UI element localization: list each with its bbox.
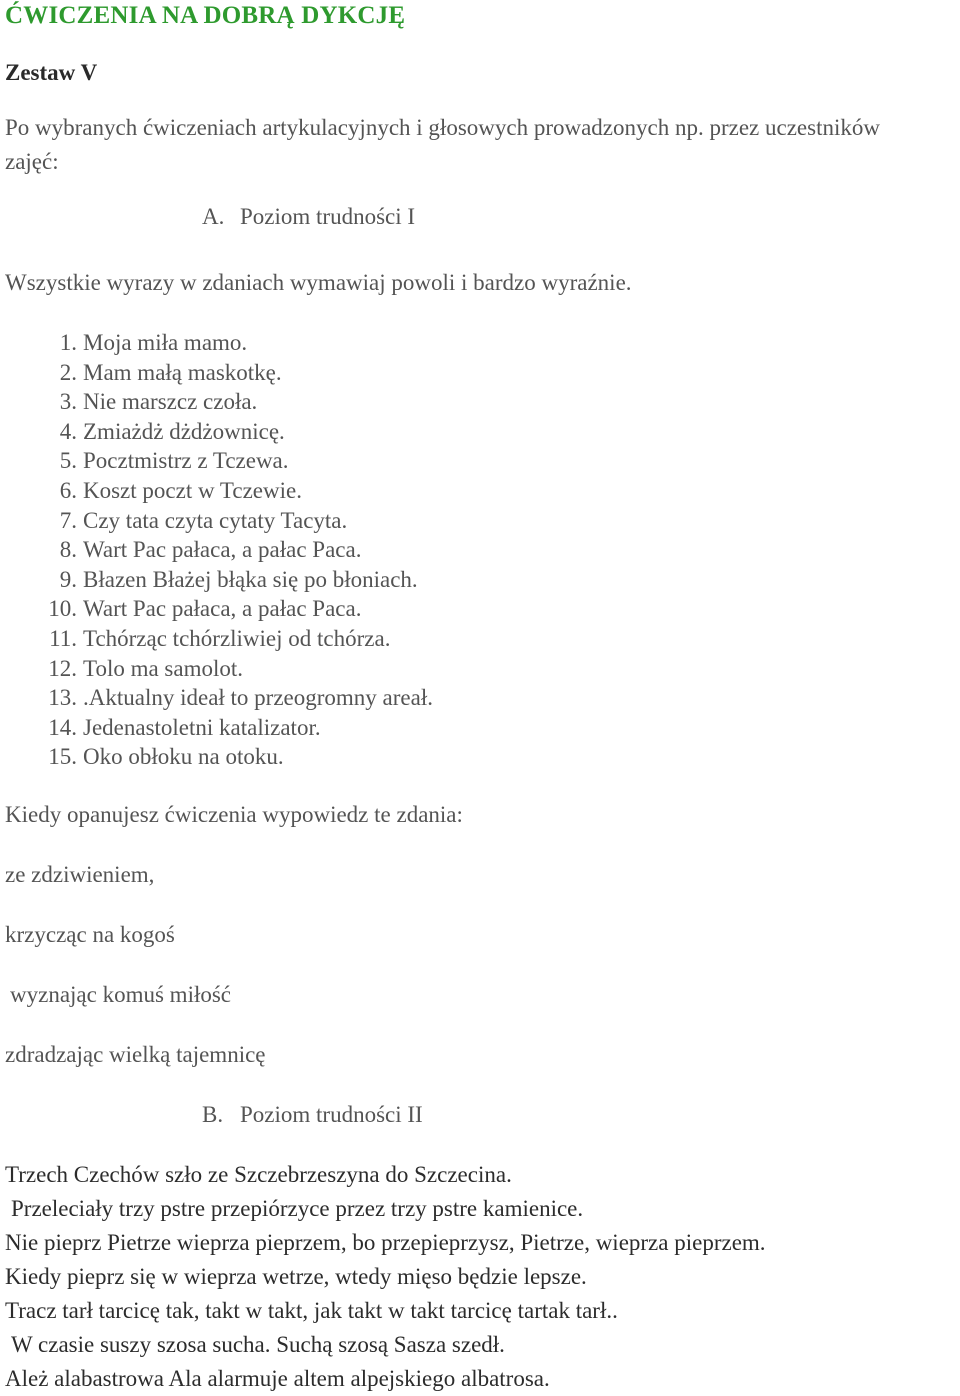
list-item-number: 3. [59,389,77,415]
section-a-letter: A. [202,204,225,229]
tongue-twister: W czasie suszy szosa sucha. Suchą szosą Sasza szedł. [11,1332,505,1357]
list-item-text: .Aktualny ideał to przeogromny areał. [83,685,433,711]
list-item-text: Zmiażdż dżdżownicę. [83,418,285,444]
list-item-number: 1. [59,330,77,355]
practice-prompt: Kiedy opanujesz ćwiczenia wypowiedz te zdania: [5,802,463,827]
set-subtitle: Zestaw V [5,60,98,85]
mode-surprise: ze zdziwieniem, [5,862,155,887]
list-item-text: Tolo ma samolot. [83,655,244,681]
list-item-text: Jedenastoletni katalizator. [83,714,321,740]
list-item-number: 8. [59,537,77,563]
list-item-number: 9. [59,566,77,592]
list-item-text: Błazen Błażej błąka się po błoniach. [83,566,418,592]
list-item-number: 10. [48,596,77,622]
mode-shouting: krzycząc na kogoś [5,922,175,947]
list-item-number: 6. [59,477,77,503]
list-item-number: 15. [48,744,77,770]
tongue-twister: Nie pieprz Pietrze wieprza pieprzem, bo przepieprzysz, Pietrze, wieprza pieprzem. [5,1230,766,1255]
list-item-number: 11. [49,625,77,651]
list-item-number: 4. [59,418,77,444]
section-a-label: Poziom trudności I [240,204,416,229]
intro-line-2: zajęć: [5,149,59,174]
tongue-twister: Ależ alabastrowa Ala alarmuje altem alpejskiego albatrosa. [5,1366,550,1391]
section-b-heading [202,1102,423,1128]
mode-secret: zdradzając wielką tajemnicę [5,1042,266,1067]
list-item-text: Koszt poczt w Tczewie. [83,477,302,503]
list-item-number: 2. [59,359,77,385]
list-item-number: 7. [59,507,77,533]
list-item-text: Mam małą maskotkę. [83,359,282,385]
instruction-text: Wszystkie wyrazy w zdaniach wymawiaj powoli i bardzo wyraźnie. [5,270,632,295]
tongue-twister: Kiedy pieprz się w wieprza wetrze, wtedy mięso będzie lepsze. [5,1264,587,1289]
list-item-number: 13. [48,685,77,711]
list-item-text: Wart Pac pałaca, a pałac Paca. [83,537,362,563]
list-item-text: Czy tata czyta cytaty Tacyta. [83,507,348,533]
list-item-text: Wart Pac pałaca, a pałac Paca. [83,596,362,622]
section-a-heading [202,204,415,230]
page-title: ĆWICZENIA NA DOBRĄ DYKCJĘ [5,2,406,29]
list-item-number: 5. [59,448,77,474]
mode-love: wyznając komuś miłość [10,982,232,1007]
list-item-number: 14. [48,714,77,740]
list-item-number: 12. [48,655,77,681]
intro-line-1: Po wybranych ćwiczeniach artykulacyjnych i głosowych prowadzonych np. przez uczestników [5,115,880,140]
list-item-text: Moja miła mamo. [83,330,248,355]
tongue-twister: Tracz tarł tarcicę tak, takt w takt, jak takt w takt tarcicę tartak tarł.. [5,1298,618,1323]
list-item-text: Nie marszcz czoła. [83,389,258,415]
list-item-text: Oko obłoku na otoku. [83,744,284,770]
list-item-text: Tchórząc tchórzliwiej od tchórza. [83,625,391,651]
list-item-text: Pocztmistrz z Tczewa. [83,448,289,474]
section-b-label: Poziom trudności II [240,1102,423,1127]
tongue-twister: Przeleciały trzy pstre przepiórzyce przez trzy pstre kamienice. [11,1196,584,1221]
section-b-letter: B. [202,1102,224,1127]
tongue-twister: Trzech Czechów szło ze Szczebrzeszyna do Szczecina. [5,1162,512,1187]
